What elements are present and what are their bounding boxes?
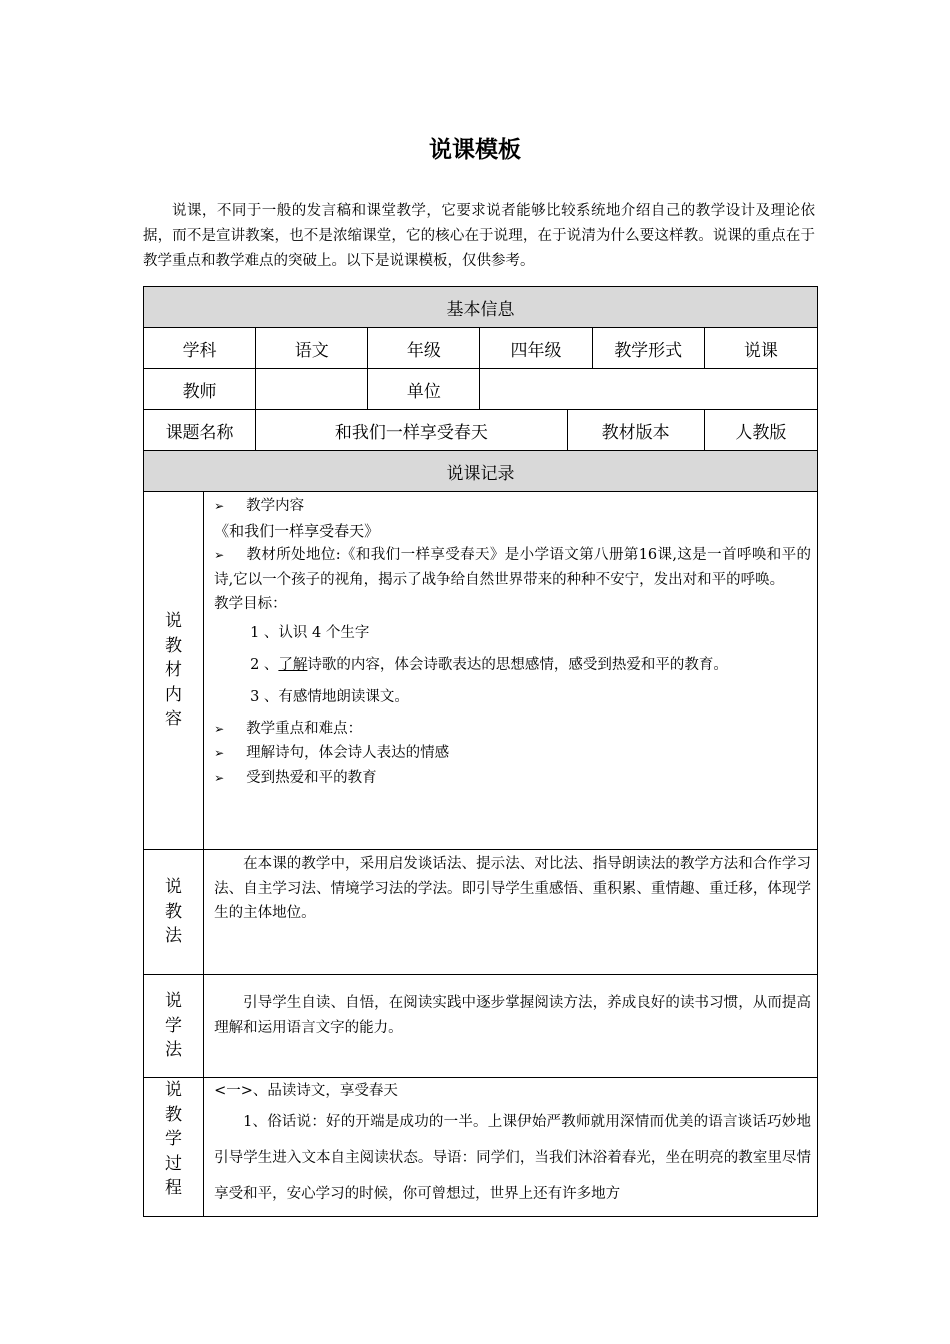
arrow-bullet-icon: ➢ bbox=[214, 721, 225, 736]
position-text: 教材所处地位:《和我们一样享受春天》是小学语文第八册第16课,这是一首呼唤和平的诗,它以一个孩子的视角，揭示了战争给自然世界带来的种种不安宁，发出对和平的呼唤。 bbox=[214, 547, 811, 588]
process-content bbox=[204, 1078, 818, 1217]
subject-value: 语文 bbox=[256, 328, 368, 369]
study-text: 引导学生自读、自悟，在阅读实践中逐步掌握阅读方法，养成良好的读书习惯，从而提高理解和运用语言文字的能力。 bbox=[214, 995, 811, 1036]
topic-value: 和我们一样享受春天 bbox=[256, 410, 567, 451]
intro-paragraph bbox=[143, 199, 815, 274]
method-content bbox=[204, 850, 818, 975]
goal-1: 1 、认识 4 个生字 bbox=[250, 624, 370, 641]
process-heading: <一>、品读诗文，享受春天 bbox=[214, 1083, 398, 1099]
study-content bbox=[204, 975, 818, 1078]
teacher-label: 教师 bbox=[144, 369, 256, 410]
process-text: 1、俗话说：好的开端是成功的一半。上课伊始严教师就用深情而优美的语言谈话巧妙地引导学生进入文本自主阅读状态。导语：同学们，当我们沐浴着春光，坐在明亮的教室里尽情享受和平，安心学习的时候，你可曾想过，世界上还有许多地方 bbox=[214, 1114, 811, 1202]
intro-text: 说课，不同于一般的发言稿和课堂教学，它要求说者能够比较系统地介绍自己的教学设计及理论依据，而不是宣讲教案，也不是浓缩课堂，它的核心在于说理，在于说清为什么要这样教。说课的重点在于教学重点和教学难点的突破上。以下是说课模板，仅供参考。 bbox=[143, 203, 815, 269]
key-point-2: 受到热爱和平的教育 bbox=[246, 769, 377, 786]
study-label: 说 学 法 bbox=[144, 975, 204, 1078]
edition-value: 人教版 bbox=[704, 410, 817, 451]
record-header: 说课记录 bbox=[144, 451, 818, 492]
arrow-bullet-icon: ➢ bbox=[214, 499, 225, 513]
arrow-bullet-icon: ➢ bbox=[214, 770, 225, 785]
goals-heading: 教学目标： bbox=[214, 596, 287, 612]
method-text: 在本课的教学中，采用启发谈话法、提示法、对比法、指导朗读法的教学方法和合作学习法、自主学习法、情境学习法的学法。即引导学生重感悟、重积累、重情趣、重迁移，体现学生的主体地位。 bbox=[214, 856, 811, 921]
book-title: 《和我们一样享受春天》 bbox=[214, 521, 380, 540]
grade-label: 年级 bbox=[368, 328, 480, 369]
arrow-bullet-icon: ➢ bbox=[214, 548, 225, 562]
arrow-bullet-icon: ➢ bbox=[214, 746, 225, 760]
lesson-table bbox=[143, 286, 818, 1217]
subject-label: 学科 bbox=[144, 328, 256, 369]
teacher-value bbox=[256, 369, 368, 410]
goal-2: 2 、了解诗歌的内容，体会诗歌表达的思想感情，感受到热爱和平的教育。 bbox=[250, 656, 728, 673]
material-content bbox=[204, 492, 818, 850]
edition-label: 教材版本 bbox=[567, 410, 704, 451]
topic-label: 课题名称 bbox=[144, 410, 256, 451]
unit-label: 单位 bbox=[368, 369, 480, 410]
key-point-1: 理解诗句，体会诗人表达的情感 bbox=[246, 745, 450, 761]
grade-value: 四年级 bbox=[480, 328, 592, 369]
material-label: 说 教 材 内 容 bbox=[144, 492, 204, 850]
content-heading: 教学内容 bbox=[246, 498, 305, 514]
key-heading: 教学重点和难点： bbox=[246, 720, 363, 737]
form-label: 教学形式 bbox=[592, 328, 704, 369]
unit-value bbox=[480, 369, 818, 410]
goal-3: 3 、有感情地朗读课文。 bbox=[250, 688, 409, 705]
form-value: 说课 bbox=[704, 328, 817, 369]
basic-info-header: 基本信息 bbox=[144, 287, 818, 328]
process-label: 说 教 学 过 程 bbox=[144, 1078, 204, 1217]
page-title: 说课模板 bbox=[429, 137, 521, 163]
method-label: 说 教 法 bbox=[144, 850, 204, 975]
